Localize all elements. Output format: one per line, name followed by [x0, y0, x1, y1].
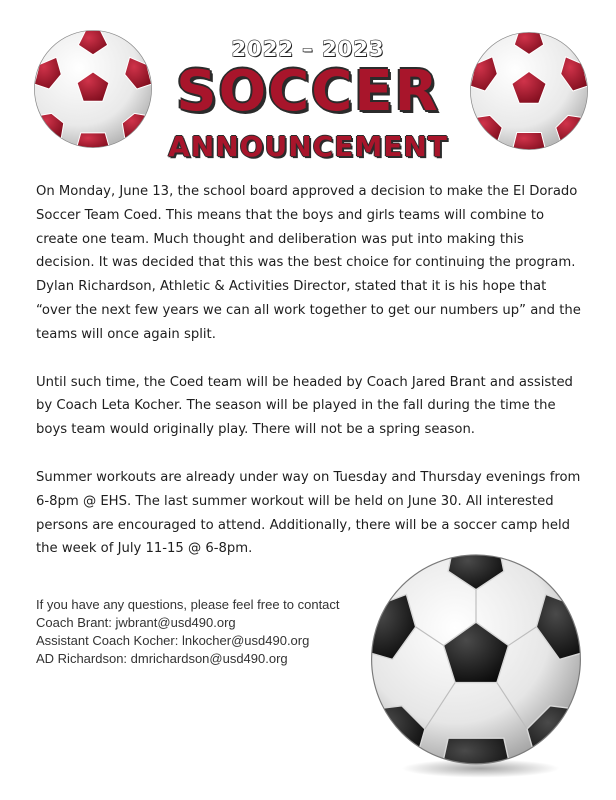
paragraph-workouts: Summer workouts are already under way on Tuesday and Thursday evenings from 6-8pm @ EHS. The last summer workout will be held on June 30. All interested persons are encouraged to attend. Additionally, there will be a soccer camp held the week of July 11-15 @ 6-8pm.	[36, 469, 581, 557]
soccer-ball-bottom-icon	[360, 548, 592, 780]
contact-info	[36, 596, 366, 668]
paragraph-coed-decision: On Monday, June 13, the school board approved a decision to make the El Dorado Soccer Team Coed. This means that the boys and girls teams will combine to create one team. Much thought and deliberation was put into making this decision. It was decided that this was the best choice for continuing the program. Dylan Richardson, Athletic & Activities Director, stated that it is his hope that “over the next few years we can all work together to get our numbers up” and the teams will once again split.	[36, 184, 581, 342]
soccer-ball-right-icon	[468, 30, 590, 152]
contact-intro: If you have any questions, please feel free to contact	[36, 597, 340, 612]
announcement-body	[36, 180, 584, 585]
soccer-ball-left-icon	[32, 28, 154, 150]
contact-coach-kocher: Assistant Coach Kocher: lnkocher@usd490.org	[36, 633, 310, 648]
season-year: 2022 – 2023	[231, 37, 385, 61]
contact-ad-richardson: AD Richardson: dmrichardson@usd490.org	[36, 651, 288, 666]
page-title: SOCCER	[176, 59, 440, 124]
page-subtitle: ANNOUNCEMENT	[168, 130, 448, 163]
contact-coach-brant: Coach Brant: jwbrant@usd490.org	[36, 615, 236, 630]
announcement-header	[160, 30, 456, 164]
paragraph-coaches: Until such time, the Coed team will be headed by Coach Jared Brant and assisted by Coach Leta Kocher. The season will be played in the fall during the time the boys team would originally play. There will not be a spring season.	[36, 374, 573, 438]
